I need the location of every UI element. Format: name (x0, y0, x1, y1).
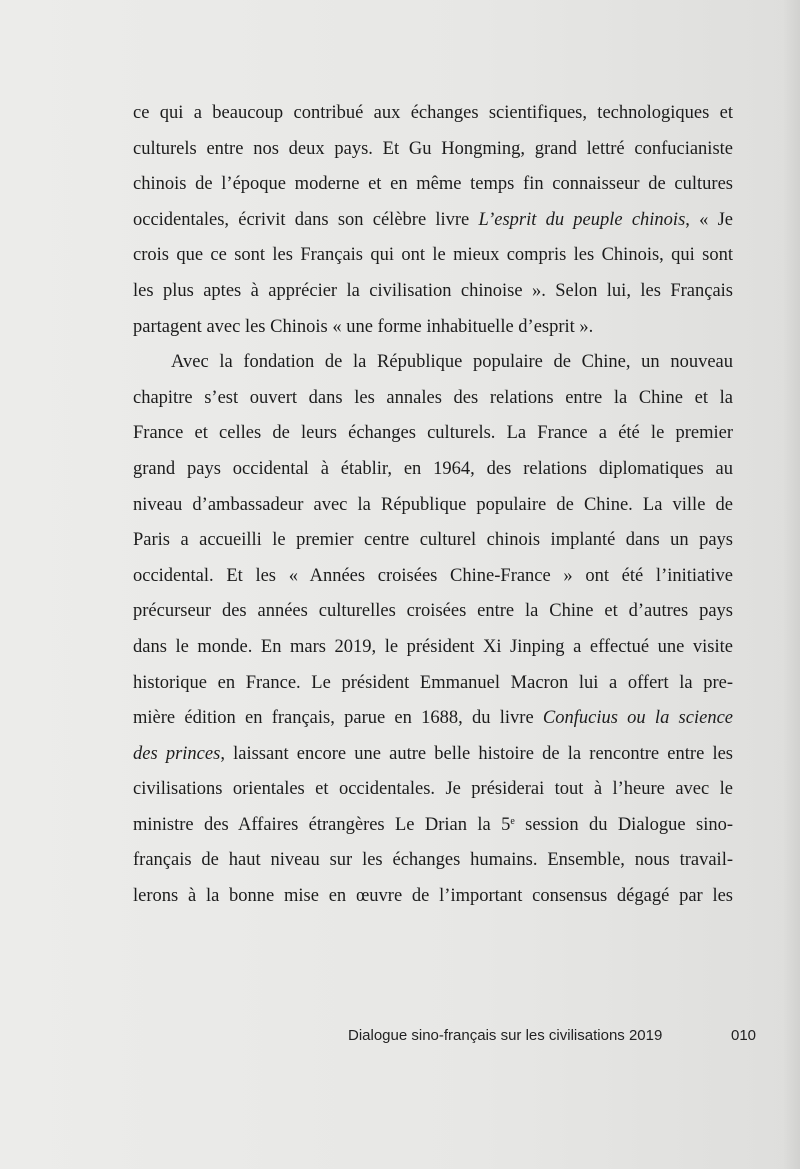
text-line (133, 701, 733, 737)
text-line: niveau d’ambassadeur avec la République populaire de Chine. La ville de (133, 494, 733, 515)
text-line: chinois de l’époque moderne et en même temps fin connaisseur de cultures (133, 174, 733, 195)
text-segment: , « Je (685, 209, 733, 230)
text-line: historique en France. Le président Emmanuel Macron lui a offert la pre- (133, 672, 733, 693)
text-line: Paris a accueilli le premier centre culturel chinois implanté dans un pays (133, 530, 733, 551)
page-number: 010 (731, 1027, 757, 1044)
text-line: Avec la fondation de la République populaire de Chine, un nouveau (171, 352, 733, 373)
text-segment: , laissant encore une autre belle histoire de la rencontre entre les (220, 743, 734, 764)
ordinal-superscript: e (510, 815, 515, 827)
text-line: chapitre s’est ouvert dans les annales des relations entre la Chine et la (133, 387, 733, 408)
book-title-italic: Confucius ou la science (542, 708, 733, 729)
text-line (133, 808, 733, 844)
text-line: crois que ce sont les Français qui ont le mieux compris les Chinois, qui sont (133, 245, 733, 266)
text-segment: session du Dialogue sino- (514, 814, 733, 835)
text-line: ce qui a beaucoup contribué aux échanges scientifiques, technologiques et (133, 103, 733, 123)
paragraph-1 (133, 96, 733, 345)
text-line: précurseur des années culturelles croisées entre la Chine et d’autres pays (133, 601, 733, 622)
text-line: dans le monde. En mars 2019, le président Xi Jinping a effectué une visite (133, 636, 733, 657)
text-segment: occidentales, écrivit dans son célèbre livre (133, 209, 479, 230)
text-line (133, 203, 733, 239)
text-line (133, 737, 733, 773)
text-line: grand pays occidental à établir, en 1964, des relations diplomatiques au (133, 458, 733, 479)
text-segment: ministre des Affaires étrangères Le Drian la 5 (133, 814, 511, 835)
text-line: français de haut niveau sur les échanges humains. Ensemble, nous travail- (133, 850, 733, 871)
book-title-italic: des princes (133, 743, 221, 764)
text-segment: mière édition en français, parue en 1688, du livre (133, 708, 543, 729)
body-text (133, 96, 733, 915)
text-line: les plus aptes à apprécier la civilisation chinoise ». Selon lui, les Français (133, 280, 733, 301)
text-line: civilisations orientales et occidentales. Je présiderai tout à l’heure avec le (133, 779, 733, 800)
running-footer-title: Dialogue sino-français sur les civilisations 2019 (348, 1027, 663, 1044)
book-title-italic: L’esprit du peuple chinois (478, 209, 686, 230)
text-line: occidental. Et les « Années croisées Chine-France » ont été l’initiative (133, 565, 733, 586)
text-line: lerons à la bonne mise en œuvre de l’important consensus dégagé par les (133, 886, 733, 907)
paragraph-2 (133, 345, 733, 915)
text-line: France et celles de leurs échanges culturels. La France a été le premier (133, 423, 733, 444)
text-line: partagent avec les Chinois « une forme inhabituelle d’esprit ». (133, 316, 594, 337)
page-edge-shadow (782, 0, 800, 1169)
text-line: culturels entre nos deux pays. Et Gu Hongming, grand lettré confucianiste (133, 138, 733, 159)
